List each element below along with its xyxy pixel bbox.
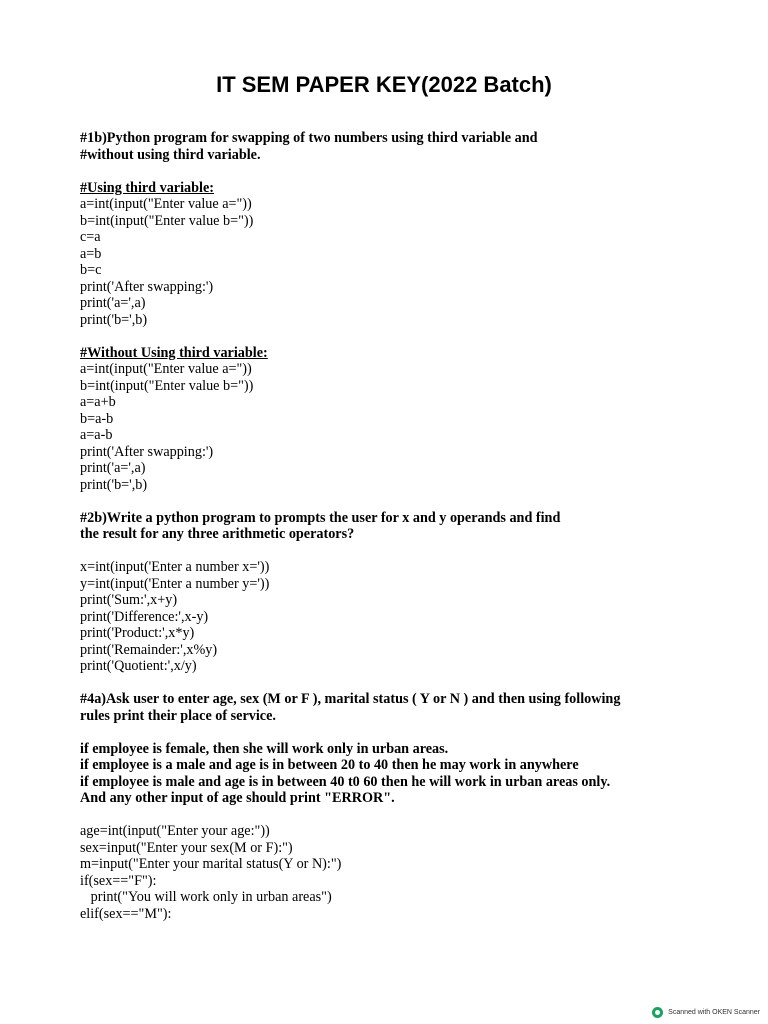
code-line: a=b [80, 245, 102, 262]
code-line: print('Product:',x*y) [80, 625, 195, 641]
question-heading-line: the result for any three arithmetic operators? [80, 526, 355, 542]
code-line: sex=input("Enter your sex(M or F):") [80, 839, 293, 856]
code-line: b=a-b [80, 410, 114, 427]
code-line: print('After swapping:') [80, 443, 214, 460]
code-line: print('a=',a) [80, 295, 146, 311]
code-line: b=int(input("Enter value b=")) [80, 212, 254, 229]
code-line: y=int(input('Enter a number y=')) [80, 575, 270, 592]
code-line: age=int(input("Enter your age:")) [80, 823, 270, 839]
code-line: c=a [80, 229, 101, 245]
scanner-label: Scanned with OKEN Scanner [668, 1009, 760, 1016]
code-line: print('Sum:',x+y) [80, 592, 178, 608]
code-line: a=a+b [80, 394, 116, 410]
code-line: b=c [80, 262, 102, 278]
code-line: print('b=',b) [80, 476, 148, 493]
document-body [80, 130, 720, 922]
code-line: print('After swapping:') [80, 278, 214, 295]
code-line: a=int(input("Enter value a=")) [80, 361, 252, 377]
page-title: IT SEM PAPER KEY(2022 Batch) [216, 72, 552, 97]
code-line: a=a-b [80, 427, 113, 443]
code-line: x=int(input('Enter a number x=')) [80, 559, 270, 575]
rule-line: And any other input of age should print "ERROR". [80, 790, 395, 806]
rule-line: if employee is a male and age is in between 20 to 40 then he may work in anywhere [80, 757, 579, 773]
code-line: print('a=',a) [80, 460, 146, 476]
question-4a [80, 691, 720, 922]
rule-line: if employee is female, then she will work only in urban areas. [80, 740, 449, 757]
question-heading-line: #2b)Write a python program to prompts the user for x and y operands and find [80, 509, 561, 526]
code-line: if(sex=="F"): [80, 872, 157, 889]
question-heading-line: rules print their place of service. [80, 707, 276, 724]
question-1b [80, 130, 720, 493]
code-line: print('Difference:',x-y) [80, 608, 209, 625]
code-line: print('Remainder:',x%y) [80, 641, 218, 658]
rule-line: if employee is male and age is in between 40 t0 60 then he will work in urban areas only. [80, 773, 611, 790]
question-heading-line: #1b)Python program for swapping of two numbers using third variable and [80, 130, 538, 146]
code-line: print("You will work only in urban areas") [80, 889, 332, 905]
scanner-watermark [652, 1007, 760, 1018]
question-2b [80, 510, 720, 675]
code-line: m=input("Enter your marital status(Y or N):") [80, 856, 342, 872]
code-line: print('Quotient:',x/y) [80, 658, 197, 674]
question-heading-line: #without using third variable. [80, 146, 261, 163]
code-line: b=int(input("Enter value b=")) [80, 377, 254, 394]
code-line: elif(sex=="M"): [80, 905, 172, 922]
question-heading-line: #4a)Ask user to enter age, sex (M or F ), marital status ( Y or N ) and then using following [80, 691, 621, 707]
code-line: a=int(input("Enter value a=")) [80, 196, 252, 212]
section-heading: #Without Using third variable: [80, 344, 268, 361]
code-line: print('b=',b) [80, 311, 148, 328]
section-heading: #Using third variable: [80, 179, 214, 196]
scanner-logo-icon [652, 1007, 663, 1018]
